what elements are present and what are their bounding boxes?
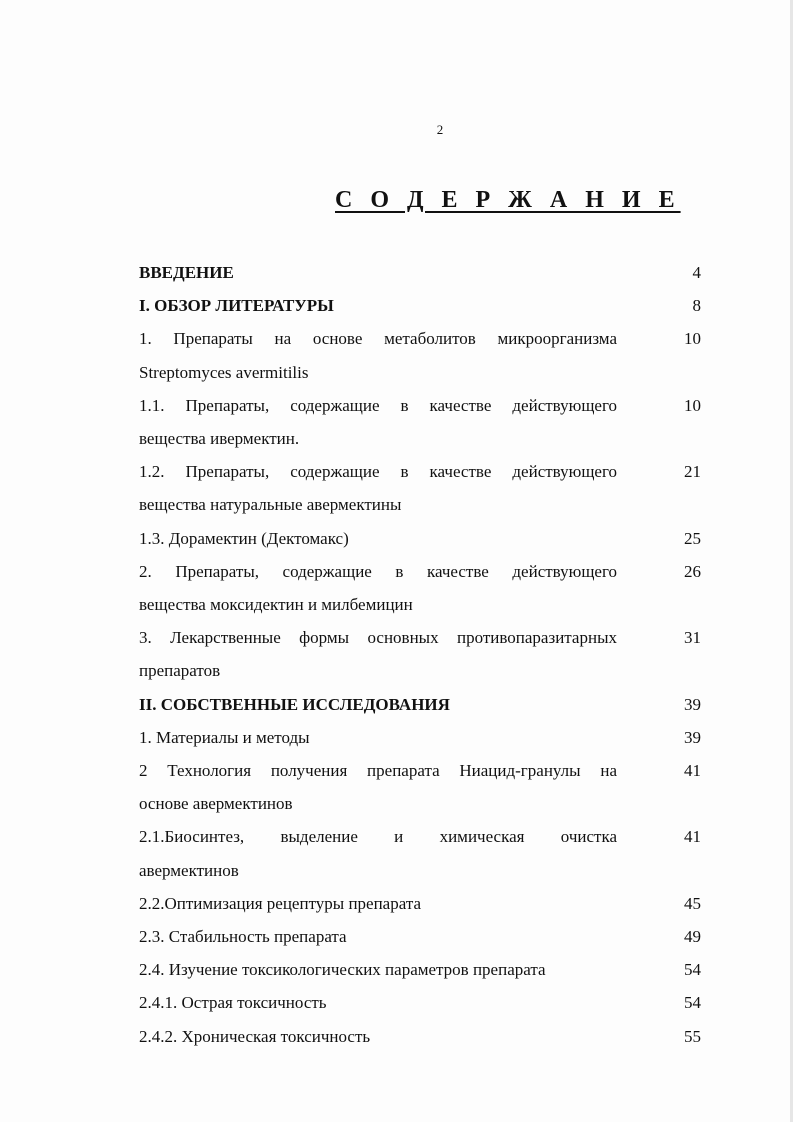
toc-entry-page: 54 [684,993,701,1013]
toc-entry [139,256,709,289]
toc-entry-line: II. СОБСТВЕННЫЕ ИССЛЕДОВАНИЯ [139,694,450,714]
toc-entry-line: ВВЕДЕНИЕ [139,263,234,282]
toc-entry-line: 1.1. Препараты, содержащие в качестве действующего [139,395,617,415]
toc-entry-page: 41 [684,827,701,847]
toc-entry-line: Streptomyces avermitilis [139,362,309,382]
toc-entry-line: 2.1.Биосинтез, выделение и химическая очистка [139,827,617,847]
toc-entry-line: 3. Лекарственные формы основных противопаразитарных [139,628,617,648]
toc-entry-text [139,555,617,621]
toc-entry [139,820,709,886]
toc-entry-line: вещества ивермектин. [139,429,300,449]
toc-entry [139,887,709,920]
toc-entry-line: 2.4.1. Острая токсичность [139,993,327,1013]
toc-entry-text [139,887,617,920]
toc-entry-line: 2.4.2. Хроническая токсичность [139,1026,371,1046]
table-of-contents [139,256,709,1053]
toc-entry-line: 1. Препараты на основе метаболитов микроорганизма [139,329,617,349]
toc-entry-page: 41 [684,761,701,781]
toc-entry-line: 1.3. Дорамектин (Дектомакс) [139,528,349,548]
page-number: 2 [436,122,444,137]
toc-entry-text [139,986,617,1019]
toc-entry-line: авермектинов [139,860,239,880]
toc-entry-page: 31 [684,628,701,648]
toc-entry-text [139,389,617,455]
toc-entry-text [139,621,617,687]
toc-entry-page: 39 [684,727,701,747]
toc-entry-line: основе авермектинов [139,794,293,814]
toc-entry-line: 1. Материалы и методы [139,727,310,747]
toc-entry-line: 2.2.Оптимизация рецептуры препарата [139,893,422,913]
toc-entry [139,688,709,721]
toc-entry [139,621,709,687]
toc-entry-page: 54 [684,960,701,980]
toc-entry-line: I. ОБЗОР ЛИТЕРАТУРЫ [139,296,334,316]
toc-entry-text [139,1020,617,1053]
toc-entry-page: 26 [684,561,701,581]
toc-entry-text [139,920,617,953]
toc-entry-page: 4 [692,263,701,282]
toc-entry [139,289,709,322]
toc-entry-page: 25 [684,528,701,548]
toc-entry-text [139,721,617,754]
toc-entry [139,322,709,388]
toc-entry [139,986,709,1019]
toc-entry-page: 45 [684,893,701,913]
toc-entry-text [139,256,617,289]
toc-entry [139,953,709,986]
toc-entry-line: вещества моксидектин и милбемицин [139,595,413,615]
toc-entry-line: 2.3. Стабильность препарата [139,927,347,947]
toc-entry-text [139,522,617,555]
toc-entry-line: 2 Технология получения препарата Ниацид-гранулы на [139,761,617,781]
toc-entry [139,920,709,953]
toc-entry-text [139,322,617,388]
toc-entry-line: 2.4. Изучение токсикологических параметров препарата [139,960,546,980]
toc-entry-page: 21 [684,462,701,482]
toc-entry [139,555,709,621]
toc-title: С О Д Е Р Ж А Н И Е [335,187,681,213]
toc-entry-page: 39 [684,694,701,714]
toc-entry-page: 49 [684,927,701,947]
toc-entry-line: 1.2. Препараты, содержащие в качестве действующего [139,462,617,482]
toc-entry-line: 2. Препараты, содержащие в качестве действующего [139,561,617,581]
toc-entry-page: 10 [684,329,701,349]
toc-entry-page: 8 [692,296,701,316]
toc-entry [139,721,709,754]
toc-entry-text [139,754,617,820]
toc-entry [139,455,709,521]
toc-entry-text [139,289,617,322]
toc-entry [139,522,709,555]
toc-entry-line: вещества натуральные авермектины [139,495,402,515]
toc-entry-page: 55 [684,1026,701,1046]
toc-entry [139,389,709,455]
toc-entry [139,754,709,820]
toc-entry-page: 10 [684,395,701,415]
toc-entry-text [139,688,617,721]
toc-entry-text [139,820,617,886]
toc-entry-text [139,953,617,986]
toc-entry [139,1020,709,1053]
toc-entry-text [139,455,617,521]
toc-entry-line: препаратов [139,661,221,681]
